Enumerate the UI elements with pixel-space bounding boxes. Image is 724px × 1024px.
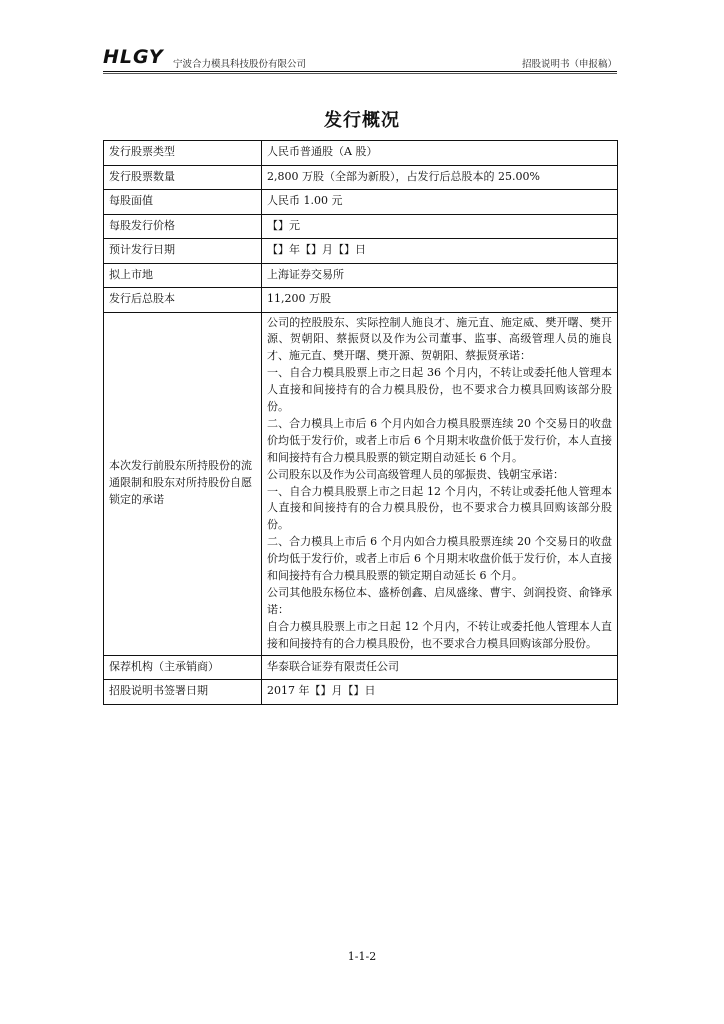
table-row	[104, 288, 618, 313]
row-value: 【】年【】月【】日	[262, 239, 618, 264]
lockup-paragraph: 公司的控股股东、实际控制人施良才、施元直、施定威、樊开曙、樊开源、贺朝阳、蔡振贤以及作为公司董事、监事、高级管理人员的施良才、施元直、樊开曙、樊开源、贺朝阳、蔡振贤承诺：	[267, 315, 612, 363]
page-title: 发行概况	[324, 110, 400, 131]
row-label: 发行后总股本	[104, 288, 262, 313]
row-value: 11,200 万股	[262, 288, 618, 313]
row-value: 华泰联合证券有限责任公司	[262, 655, 618, 680]
table-row	[104, 165, 618, 190]
table-row	[104, 655, 618, 680]
row-value: 2017 年【】月【】日	[262, 680, 618, 705]
row-label: 发行股票类型	[104, 141, 262, 166]
row-label: 保荐机构（主承销商）	[104, 655, 262, 680]
row-value: 人民币 1.00 元	[262, 190, 618, 215]
lockup-paragraph: 自合力模具股票上市之日起 12 个月内，不转让或委托他人管理本人直接和间接持有的合力模具股份，也不要求合力模具回购该部分股份。	[267, 619, 612, 650]
row-label: 每股面值	[104, 190, 262, 215]
lockup-paragraph: 公司股东以及作为公司高级管理人员的邬振贵、钱朝宝承诺：	[267, 467, 564, 481]
lockup-paragraph: 二、合力模具上市后 6 个月内如合力模具股票连续 20 个交易日的收盘价均低于发行价，或者上市后 6 个月期末收盘价低于发行价，本人直接和间接持有合力模具股票的锁定期自动延长 6 个月。	[267, 416, 612, 464]
lockup-paragraph: 二、合力模具上市后 6 个月内如合力模具股票连续 20 个交易日的收盘价均低于发行价，或者上市后 6 个月期末收盘价低于发行价，本人直接和间接持有合力模具股票的锁定期自动延长 6 个月。	[267, 535, 612, 583]
lockup-paragraph: 一、自合力模具股票上市之日起 36 个月内，不转让或委托他人管理本人直接和间接持有的合力模具股份，也不要求合力模具回购该部分股份。	[267, 366, 612, 414]
row-value: 2,800 万股（全部为新股），占发行后总股本的 25.00%	[262, 165, 618, 190]
row-value: 人民币普通股（A 股）	[262, 141, 618, 166]
row-label: 预计发行日期	[104, 239, 262, 264]
header-rule-thin	[103, 73, 617, 74]
row-label: 发行股票数量	[104, 165, 262, 190]
row-value: 【】元	[262, 214, 618, 239]
offering-summary-table	[103, 140, 618, 705]
row-label: 拟上市地	[104, 263, 262, 288]
company-logo: HLGY	[103, 46, 164, 68]
lockup-paragraph: 公司其他股东杨位本、盛桥创鑫、启凤盛缘、曹宇、剑润投资、俞锋承诺：	[267, 586, 612, 616]
row-value: 上海证券交易所	[262, 263, 618, 288]
document-title: 招股说明书（申报稿）	[521, 59, 617, 70]
header-rule	[103, 71, 617, 72]
lockup-label: 本次发行前股东所持股份的流通限制和股东对所持股份自愿锁定的承诺	[104, 312, 262, 655]
table-row	[104, 680, 618, 705]
row-label: 招股说明书签署日期	[104, 680, 262, 705]
table-row	[104, 239, 618, 264]
table-row	[104, 263, 618, 288]
lockup-paragraph: 一、自合力模具股票上市之日起 12 个月内，不转让或委托他人管理本人直接和间接持有的合力模具股份，也不要求合力模具回购该部分股份。	[267, 484, 612, 532]
table-row	[104, 141, 618, 166]
table-row	[104, 190, 618, 215]
page-header	[103, 44, 617, 70]
row-label: 每股发行价格	[104, 214, 262, 239]
lockup-row	[104, 312, 618, 655]
company-name: 宁波合力模具科技股份有限公司	[173, 59, 307, 70]
lockup-commitments	[262, 312, 618, 655]
table-row	[104, 214, 618, 239]
page-number: 1-1-2	[347, 950, 377, 963]
